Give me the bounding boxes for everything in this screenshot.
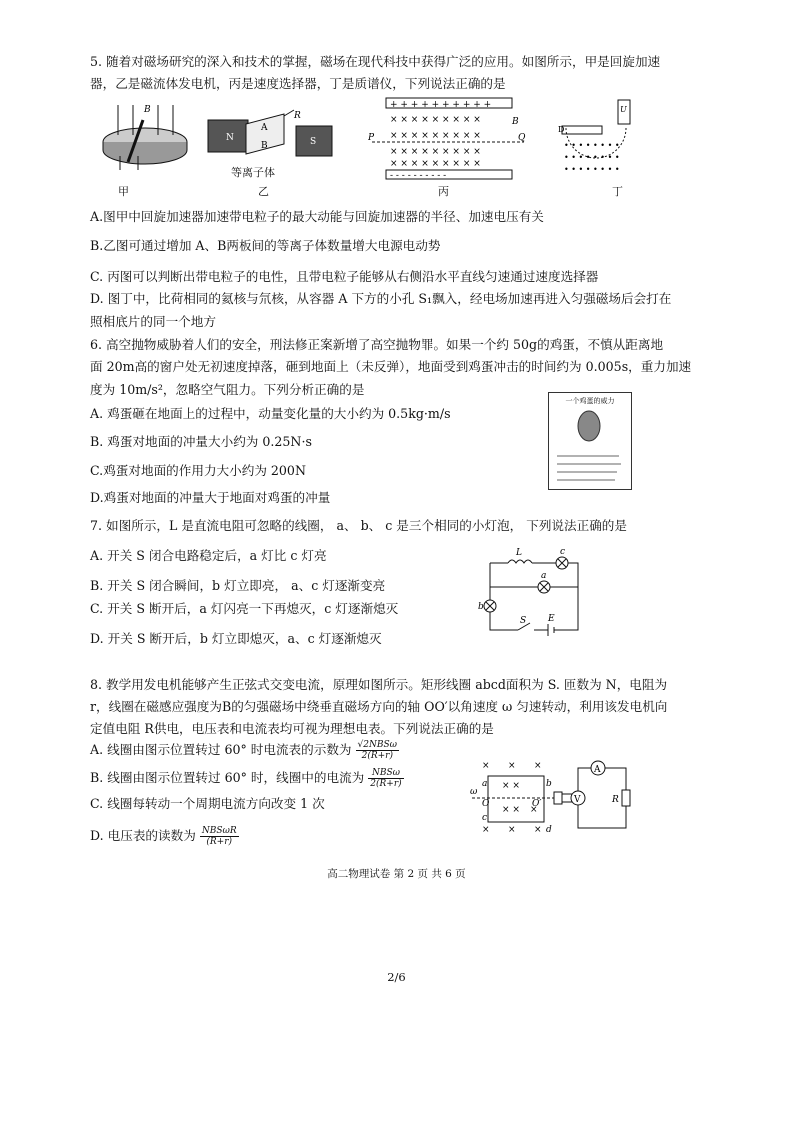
q8-option-a-numerator: √2NBSω	[357, 740, 398, 750]
coil-a-label: a	[482, 779, 488, 789]
q8-option-a-denominator: 2(R+r)	[361, 751, 393, 761]
svg-text:×: ×	[530, 805, 538, 815]
coil-d-label: d	[546, 825, 552, 835]
q7-option-b: B. 开关 S 闭合瞬间，b 灯立即亮， a、c 灯逐渐变亮	[90, 578, 386, 593]
omega-label: ω	[470, 787, 478, 797]
svg-text:B: B	[144, 105, 151, 115]
q6-stem-line1: 6. 高空抛物威胁着人们的安全，刑法修正案新增了高空抛物罪。如果一个约 50g的鸡蛋，不慎从距离地	[90, 337, 664, 352]
q5-option-d-line2: 照相底片的同一个地方	[90, 314, 216, 329]
q8-option-a-fraction	[356, 740, 399, 761]
q5-option-d-line1: D. 图丁中，比荷相同的氦核与氘核，从容器 A 下方的小孔 S₁飘入，经电场加速再进入匀强磁场后会打在	[90, 291, 672, 306]
q8-option-b	[90, 768, 404, 789]
fig-velocity-selector	[368, 96, 528, 182]
fig-inductor-circuit	[478, 545, 588, 640]
q5-stem-line1: 5. 随着对磁场研究的深入和技术的掌握，磁场在现代科技中获得广泛的应用。如图所示，甲是回旋加速	[90, 54, 661, 69]
q7-option-a: A. 开关 S 闭合电路稳定后，a 灯比 c 灯亮	[90, 548, 327, 563]
q8-stem-line3: 定值电阻 R供电，电压表和电流表均可视为理想电表。下列说法正确的是	[90, 721, 494, 736]
svg-text:×: ×	[508, 825, 516, 835]
fig-mass-spectrometer	[558, 98, 658, 178]
q8-option-b-fraction	[368, 768, 403, 789]
svg-text:S: S	[310, 137, 317, 147]
egg-icon	[549, 406, 629, 446]
svg-text:× × × × × × × × ×: × × × × × × × × ×	[390, 147, 481, 157]
svg-text:R: R	[294, 111, 301, 121]
bulb-c-label: c	[560, 547, 566, 557]
q8-option-a	[90, 740, 399, 761]
fig-mhd-plasma-label: 等离子体	[231, 166, 275, 179]
q8-option-b-text: B. 线圈由图示位置转过 60° 时，线圈中的电流为	[90, 770, 365, 785]
coil-c-label: c	[482, 813, 488, 823]
q6-option-c: C.鸡蛋对地面的作用力大小约为 200N	[90, 463, 306, 478]
q5-option-a: A.图甲中回旋加速器加速带电粒子的最大动能与回旋加速器的半径、加速电压有关	[90, 209, 544, 224]
egg-poster	[548, 392, 632, 490]
q6-option-d: D.鸡蛋对地面的冲量大于地面对鸡蛋的冲量	[90, 490, 331, 505]
svg-text:× × × × × × × × ×: × × × × × × × × ×	[390, 159, 481, 169]
fig-mhd-generator	[206, 104, 336, 164]
svg-text:- - - - - - - - - -: - - - - - - - - - -	[390, 171, 447, 181]
battery-label: E	[548, 614, 555, 624]
q8-option-d-numerator: NBSωR	[201, 826, 237, 836]
svg-text:×: ×	[534, 825, 542, 835]
q5-option-b: B.乙图可通过增加 A、B两板间的等离子体数量增大电源电动势	[90, 238, 441, 253]
q8-option-b-denominator: 2(R+r)	[370, 779, 402, 789]
q8-option-c: C. 线圈每转动一个周期电流方向改变 1 次	[90, 796, 325, 811]
coil-b-label: b	[546, 779, 552, 789]
svg-text:×: ×	[534, 761, 542, 771]
svg-text:Q: Q	[518, 133, 526, 143]
q7-option-d: D. 开关 S 断开后，b 灯立即熄灭，a、c 灯逐渐熄灭	[90, 631, 382, 646]
axis-o-label: O	[482, 799, 490, 809]
svg-text:+ + + + + + + + + +: + + + + + + + + + +	[390, 100, 492, 110]
q7-option-c: C. 开关 S 断开后，a 灯闪亮一下再熄灭，c 灯逐渐熄灭	[90, 601, 399, 616]
svg-text:× × × × × × × × ×: × × × × × × × × ×	[390, 115, 481, 125]
svg-text:• • • • • • • •: • • • • • • • •	[564, 141, 620, 150]
q8-option-a-text: A. 线圈由图示位置转过 60° 时电流表的示数为	[90, 742, 352, 757]
q6-option-b: B. 鸡蛋对地面的冲量大小约为 0.25N·s	[90, 434, 312, 449]
q8-option-d-fraction	[200, 826, 239, 847]
fig-mhd-label: 乙	[258, 185, 269, 198]
voltmeter-label: V	[574, 795, 581, 805]
page-footer: 高二物理试卷 第 2 页 共 6 页	[327, 868, 466, 880]
q6-stem-line2: 面 20m高的窗户处无初速度掉落，砸到地面上（未反弹），地面受到鸡蛋冲击的时间约为 0.005s，重力加速	[90, 359, 692, 374]
fig-ac-generator	[468, 758, 638, 838]
q8-stem-line2: r，线圈在磁感应强度为B的匀强磁场中绕垂直磁场方向的轴 OO′以角速度 ω 匀速转动，利用该发电机向	[90, 699, 668, 714]
svg-text:×: ×	[482, 761, 490, 771]
svg-text:B: B	[261, 141, 268, 151]
svg-text:× ×: × ×	[502, 805, 520, 815]
switch-label: S	[520, 616, 527, 626]
fig-cyclotron-label: 甲	[118, 185, 129, 198]
q7-stem: 7. 如图所示，L 是直流电阻可忽略的线圈， a、 b、 c 是三个相同的小灯泡， 下列说法正确的是	[90, 518, 627, 533]
q5-stem-line2: 器，乙是磁流体发电机，丙是速度选择器，丁是质谱仪，下列说法正确的是	[90, 76, 506, 91]
svg-text:• • • • • • • •: • • • • • • • •	[564, 153, 620, 162]
q8-option-d	[90, 826, 239, 847]
q6-option-a: A. 鸡蛋砸在地面上的过程中，动量变化量的大小约为 0.5kg·m/s	[90, 406, 451, 421]
svg-text:D: D	[558, 125, 565, 134]
svg-text:U: U	[620, 105, 627, 114]
q5-option-c: C. 丙图可以判断出带电粒子的电性，且带电粒子能够从右侧沿水平直线匀速通过速度选择器	[90, 269, 599, 284]
svg-text:N: N	[226, 133, 234, 143]
q8-option-d-text: D. 电压表的读数为	[90, 828, 196, 843]
fig-cyclotron	[98, 100, 193, 175]
q8-stem-line1: 8. 教学用发电机能够产生正弦式交变电流，原理如图所示。矩形线圈 abcd面积为 S. 匝数为 N，电阻为	[90, 677, 668, 692]
fig-velocity-selector-label: 丙	[438, 185, 449, 198]
resistor-label: R	[612, 795, 619, 805]
bulb-a-label: a	[541, 571, 547, 581]
bulb-b-label: b	[478, 602, 484, 612]
axis-o-prime-label: O′	[532, 799, 542, 809]
egg-poster-text-lines	[549, 450, 629, 490]
egg-poster-title: 一个鸡蛋的威力	[565, 397, 615, 405]
q8-option-b-numerator: NBSω	[368, 768, 403, 779]
inductor-label: L	[516, 548, 522, 558]
q6-stem-line3: 度为 10m/s²，忽略空气阻力。下列分析正确的是	[90, 382, 365, 397]
svg-text:×: ×	[482, 825, 490, 835]
page-number: 2/6	[387, 970, 406, 984]
svg-text:×: ×	[508, 761, 516, 771]
svg-text:B: B	[512, 117, 519, 127]
ammeter-label: A	[594, 765, 601, 775]
svg-text:P: P	[368, 133, 375, 143]
svg-text:× × × × × × × × ×: × × × × × × × × ×	[390, 131, 481, 141]
svg-text:× ×: × ×	[502, 781, 520, 791]
fig-mass-spectrometer-label: 丁	[612, 185, 623, 198]
svg-text:A: A	[261, 123, 268, 133]
q8-option-d-denominator: (R+r)	[206, 837, 233, 847]
svg-text:• • • • • • • •: • • • • • • • •	[564, 165, 620, 174]
